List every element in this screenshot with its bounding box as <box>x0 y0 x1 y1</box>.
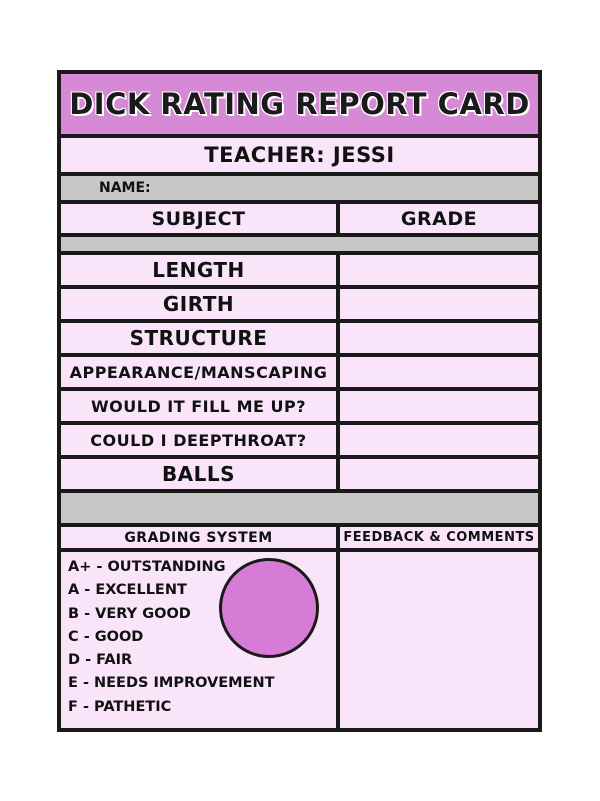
grading-system-label: GRADING SYSTEM <box>124 529 273 546</box>
grading-scale-item: A - EXCELLENT <box>68 582 187 599</box>
grade-cell[interactable] <box>340 391 538 421</box>
subject-label: LENGTH <box>152 258 245 282</box>
subject-row <box>61 289 538 323</box>
subject-label: BALLS <box>161 462 236 486</box>
header-row <box>61 204 538 237</box>
grading-scale-item: E - NEEDS IMPROVEMENT <box>68 675 275 692</box>
grading-scale-item: B - VERY GOOD <box>68 605 191 622</box>
grading-scale-item: C - GOOD <box>68 628 144 645</box>
subject-header: SUBJECT <box>151 207 246 230</box>
grade-cell[interactable] <box>340 357 538 387</box>
grading-scale-item: A+ - OUTSTANDING <box>68 559 226 575</box>
subject-row <box>61 323 538 357</box>
subject-row <box>61 391 538 425</box>
teacher-label: TEACHER: JESSI <box>204 143 395 167</box>
separator-bar-bottom <box>61 493 538 527</box>
report-card <box>57 70 542 732</box>
name-label: NAME: <box>99 180 151 196</box>
subject-label: COULD I DEEPTHROAT? <box>90 430 307 450</box>
subject-label: WOULD IT FILL ME UP? <box>91 396 306 416</box>
feedback-area[interactable] <box>340 552 538 728</box>
grade-stamp-circle <box>219 558 319 658</box>
subject-row <box>61 357 538 391</box>
grading-scale-cell <box>61 552 336 728</box>
bottom-section <box>61 552 538 728</box>
grade-cell[interactable] <box>340 459 538 489</box>
grade-cell[interactable] <box>340 255 538 285</box>
grade-cell[interactable] <box>340 323 538 353</box>
card-title: DICK RATING REPORT CARD <box>69 87 530 121</box>
teacher-row <box>61 138 538 176</box>
subject-row <box>61 425 538 459</box>
grade-cell[interactable] <box>340 289 538 319</box>
name-row[interactable] <box>61 176 538 204</box>
subject-row <box>61 255 538 289</box>
grading-scale-item: D - FAIR <box>68 652 133 669</box>
subject-label: APPEARANCE/MANSCAPING <box>69 362 328 382</box>
subject-label: STRUCTURE <box>129 326 268 350</box>
subject-row <box>61 459 538 493</box>
subject-label: GIRTH <box>162 292 235 316</box>
feedback-label: FEEDBACK & COMMENTS <box>343 530 535 545</box>
separator-bar <box>61 237 538 255</box>
grade-cell[interactable] <box>340 425 538 455</box>
grading-scale-item: F - PATHETIC <box>68 698 172 715</box>
bottom-header-row <box>61 527 538 552</box>
title-bar <box>61 74 538 138</box>
grade-header: GRADE <box>400 207 478 230</box>
